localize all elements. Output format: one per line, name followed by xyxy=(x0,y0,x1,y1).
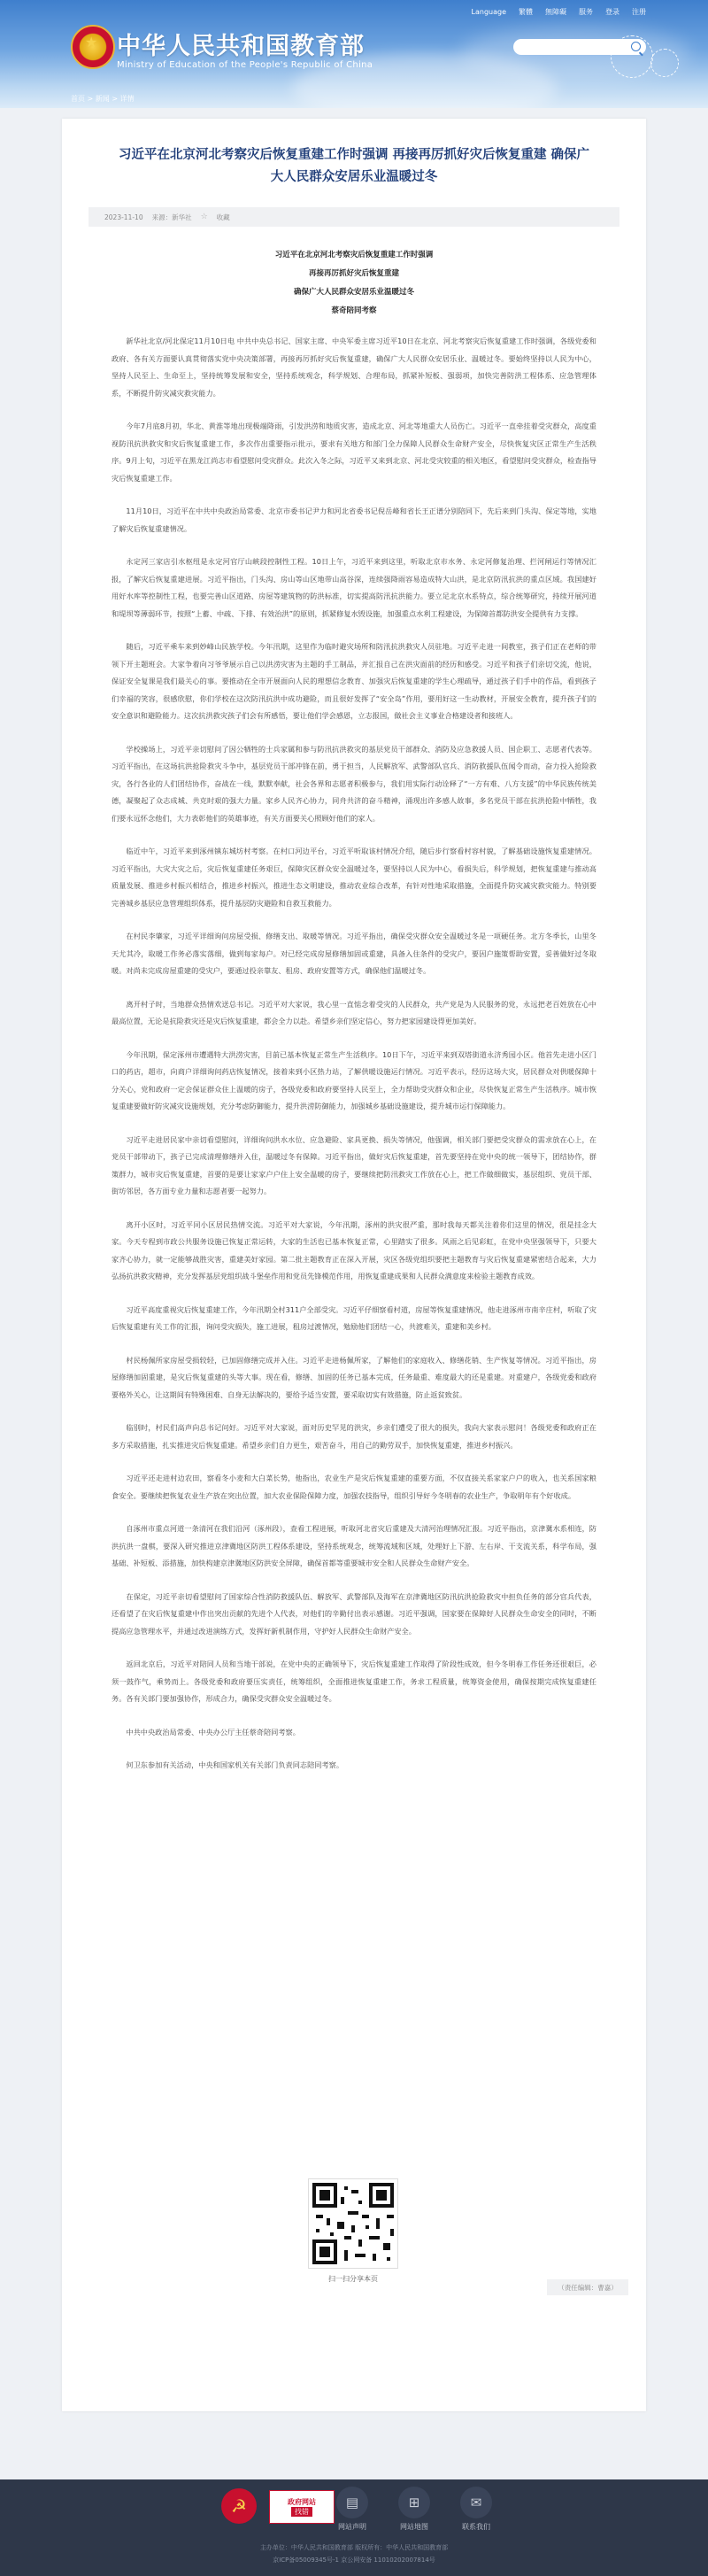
site-subtitle: Ministry of Education of the People's Republic of China xyxy=(117,60,373,70)
breadcrumb[interactable]: 首页 > 新闻 > 详情 xyxy=(71,95,135,103)
nav-language[interactable]: Language xyxy=(471,8,506,16)
contact-icon: ✉ xyxy=(460,2487,492,2518)
qr-code-graphic xyxy=(309,2179,397,2268)
article-meta-bar xyxy=(88,207,620,227)
top-nav xyxy=(472,7,646,17)
article-date: 2023-11-10 xyxy=(104,213,143,221)
gov-badge-line1: 政府网站 xyxy=(288,2498,316,2506)
article-paragraph: 何卫东参加有关活动，中央和国家机关有关部门负责同志陪同考察。 xyxy=(126,1760,344,1769)
article-paragraph: 习近平高度重视灾后恢复重建工作，今年汛期全村311户全部受灾。习近平仔细察看村道，房屋等恢复重建情况，他走进涿州市南辛庄村，听取了灾后恢复重建有关工作的汇报，询问受灾损失，施工进展，租房过渡情况，勉励他们团结一心，共渡难关，重建和美乡村。 xyxy=(112,1304,596,1331)
lead-line: 蔡奇陪同考察 xyxy=(331,306,377,315)
article-paragraph: 随后，习近平乘车来到妙峰山民族学校。今年汛期，这里作为临时避灾场所和防汛抗洪救灾人员驻地。习近平走进一间教室，孩子们正在老师的带领下开主题班会。大家争着向习爷爷展示自己以洪涝灾害为主题的手工制品，并汇报自己在洪灾面前的经历和感受。习近平和孩子们亲切交流，他说，保证安全复课是我们最关心的事。要推动在全市开展面向人民的理想信念教育、加强灾后恢复重建的学生心理疏导，通过孩子们手中的作品，看到孩子们幸福的笑容，很感欣慰，你们学校在这次防汛抗洪中成功避险，而且很好发挥了“安全岛”作用，要用好这一生动教材，开展安全教育，提升孩子们的安全意识和避险能力。这次抗洪救灾孩子们会有所感悟，要让他们学会感恩，立志报国，做社会主义事业合格建设者和接班人。 xyxy=(112,642,596,720)
nav-login[interactable]: 登录 xyxy=(605,8,620,16)
article-paragraph: 在村民李肇家，习近平详细询问房屋受损、修缮支出、取暖等情况。习近平指出，确保受灾群众安全温暖过冬是一项硬任务。北方冬季长，山里冬天尤其冷，取暖工作务必落实落细，做到每家每户。对已经完成房屋修缮加固或重建，具备入住条件的受灾户，要因户施策帮助安置，妥善做好过冬取暖。对尚未完成房屋重建的受灾户，要通过投亲靠友、租房、政府安置等方式，确保他们温暖过冬。 xyxy=(112,932,596,975)
qr-label: 扫一扫分享本页 xyxy=(328,2275,378,2283)
footer-link-label: 联系我们 xyxy=(462,2523,490,2531)
gov-badge-line2: 找错 xyxy=(291,2507,312,2517)
nav-accessibility[interactable]: 無障礙 xyxy=(545,8,566,16)
article-paragraph: 永定河三家店引水枢纽是永定河官厅山峡段控制性工程。10日上午，习近平来到这里，听取北京市水务、永定河修复治理、拦河闸运行等情况汇报，了解灾后恢复重建进展。习近平指出，门头沟、房山等山区地带山高谷深，连续强降雨容易造成特大山洪，是北京防汛抗洪的重点区域。我国建好用好水库等控制性工程，也要完善山区道路、房屋等建筑物的防洪标准，切实提高防汛抗洪能力。要立足北京水系特点，综合统筹研究，持续开展河道和堤坝等薄弱环节，按照“上蓄、中疏、下排、有效治洪”的原则，抓紧修复水毁设施，加强重点水利工程建设，为保障首都防洪安全提供有力支撑。 xyxy=(112,557,596,618)
lead-line: 习近平在北京河北考察灾后恢复重建工作时强调 xyxy=(274,251,434,259)
nav-service[interactable]: 服务 xyxy=(579,8,593,16)
article-paragraph: 临别时，村民们高声向总书记问好。习近平对大家说，面对历史罕见的洪灾，乡亲们遭受了很大的损失，我向大家表示慰问！各级党委和政府正在多方采取措施，扎实推进灾后恢复重建。希望乡亲们自力更生，艰苦奋斗，用自己的勤劳双手，加快恢复重建，推进乡村振兴。 xyxy=(112,1423,596,1450)
footer-link-statement[interactable] xyxy=(336,2487,368,2532)
article-source: 来源：新华社 xyxy=(151,213,192,221)
lead-line: 再接再厉抓好灾后恢复重建 xyxy=(308,269,399,278)
article-paragraph: 离开村子时，当地群众热情欢送总书记。习近平对大家说，我心里一直惦念着受灾的人民群众，共产党是为人民服务的党，永远把老百姓放在心中最高位置，无论是抗险救灾还是灾后恢复重建，都会全力以赴。希望乡亲们坚定信心，努力把家园建设得更加美好。 xyxy=(112,999,596,1025)
lead-line: 确保广大人民群众安居乐业温暖过冬 xyxy=(293,288,414,297)
nav-traditional[interactable]: 繁體 xyxy=(519,8,533,16)
bookmark-label[interactable]: 收藏 xyxy=(216,213,230,221)
article-paragraph: 习近平走进居民家中亲切看望慰问，详细询问洪水水位、应急避险、家具更换、损失等情况，他强调，相关部门要把受灾群众的需求放在心上，在党员干部带动下，孩子已完成清理修缮并入住，温暖过冬有保障。习近平指出，做好灾后恢复重建，首先要坚持在党中央的统一领导下，团结协作，群策群力，城市灾后恢复重建，首要的是要让家家户户住上安全温暖的房子，要继续把防汛救灾工作放在心上，把工作做细做实，基层组织、党员干部、街坊邻居，各方面专业力量和志愿者要一起努力。 xyxy=(112,1134,596,1195)
search-box xyxy=(513,39,646,55)
document-icon: ▤ xyxy=(336,2487,368,2518)
article-paragraph: 学校操场上，习近平亲切慰问了因公牺牲的士兵家属和参与防汛抗洪救灾的基层党员干部群众、消防及应急救援人员、国企职工、志愿者代表等。习近平指出，在这场抗洪抢险救灾斗争中，基层党员干部冲锋在前，勇于担当，人民解放军、武警部队官兵、消防救援队伍闻令而动，奋力投入抢险救灾，各行各业的人们团结协作，奋战在一线，默默奉献，社会各界和志愿者积极参与，我们用实际行动诠释了“一方有难、八方支援”的中华民族传统美德，凝聚起了众志成城、共克时艰的强大力量。家乡人民齐心协力，同舟共济的奋斗精神，涌现出许多感人故事，多名党员干部在抗洪抢险中牺牲，我们要永远怀念他们，大力表彰他们的英雄事迹，有关方面要关心照顾好他们的家人。 xyxy=(112,744,596,823)
article-paragraph: 在保定，习近平亲切看望慰问了国家综合性消防救援队伍、解放军、武警部队及海军在京津冀地区防汛抗洪抢险救灾中担负任务的部分官兵代表，还看望了在灾后恢复重建中作出突出贡献的先进个人代表，对他们的辛勤付出表示感谢。习近平强调，国家要在保障好人民群众生命安全的同时，不断提高应急管理水平，并通过改进演练方式，发挥好新机制作用，守护好人民群众生命财产安全。 xyxy=(112,1591,596,1636)
share-qr-block xyxy=(304,2178,402,2284)
gov-website-error-badge[interactable] xyxy=(269,2490,335,2524)
copyright-line: 京ICP备05009345号-1 京公网安备 11010202007814号 xyxy=(273,2557,435,2564)
article-title: 习近平在北京河北考察灾后恢复重建工作时强调 再接再厉抓好灾后恢复重建 确保广大人民群众安居乐业温暖过冬 xyxy=(118,147,590,184)
editor-credit: （责任编辑：曹嘉） xyxy=(547,2279,628,2295)
footer-link-label: 网站地图 xyxy=(400,2523,428,2531)
article-paragraph: 村民杨佩所家房屋受损较轻，已加固修缮完成并入住。习近平走进杨佩所家，了解他们的家庭收入、修缮花销、生产恢复等情况。习近平指出，房屋修缮加固重建，是灾后恢复重建的头等大事。现在看，修缮、加固的任务已基本完成，任务最重、难度最大的还是重建。对重建户，各级党委和政府要格外关心，让这期间有特殊困难、自身无法解决的，要给予适当安置，要采取切实有效措施，防止返贫致贫。 xyxy=(112,1355,596,1399)
article-paragraph: 今年汛期，保定涿州市遭遇特大洪涝灾害，目前已基本恢复正常生产生活秩序。10日下午，习近平来到双塔街道永济秀园小区。他首先走进小区门口的药店，超市，向商户详细询问药店恢复情况，接着来到小区热力站，了解供暖设施运行情况。习近平表示，经历这场大灾，居民群众对供暖保障十分关心，党和政府一定会保证群众住上温暖的房子，各级党委和政府要坚持人民至上，全力帮助受灾群众和企业，尽快恢复正常生产生活秩序。城市恢复重建要做好防灾减灾设施规划，充分考虑防御能力，提升洪涝防御能力，加强城乡基础设施建设，提升城市运行保障能力。 xyxy=(112,1049,596,1110)
footer-link-contact[interactable] xyxy=(460,2487,492,2532)
article-paragraph: 新华社北京/河北保定11月10日电 中共中央总书记、国家主席、中央军委主席习近平10日在北京、河北考察灾后恢复重建工作时强调，各级党委和政府、各有关方面要认真贯彻落实党中央决策部署，再接再厉抓好灾后恢复重建，确保广大人民群众安居乐业、温暖过冬。要始终坚持以人民为中心，坚持人民至上、生命至上，坚持统筹发展和安全，坚持系统观念，科学规划、合理布局，抓紧补短板、强弱项，加快完善防洪工程体系、应急管理体系，不断提升防灾减灾救灾能力。 xyxy=(112,337,596,398)
search-input[interactable] xyxy=(513,43,628,52)
article-paragraph: 返回北京后，习近平对陪同人员和当地干部说，在党中央的正确领导下，灾后恢复重建工作取得了阶段性成效，但今冬明春工作任务还很艰巨，必须一鼓作气，乘势而上。各级党委和政府要压实责任，统筹组织，全面推进恢复重建工作，务求工程质量，统筹资金使用，确保按期完成恢复重建任务。各有关部门要加强协作，形成合力，确保受灾群众安全温暖过冬。 xyxy=(112,1659,596,1703)
article-paragraph: 自涿州市重点河道一条清河在我们沿河（涿州段），查看工程进展，听取河北省灾后重建及大清河治理情况汇报。习近平指出，京津冀水系相连，防洪抗洪一盘棋，要深入研究推进京津冀地区防洪工程体系建设，坚持系统观念，统筹流域和区域，处理好上下游、左右岸、干支流关系，科学布局，强基础、补短板、添措施，加快构建京津冀地区防洪安全屏障，确保首都等重要城市安全和人民群众生命财产安全。 xyxy=(112,1524,596,1567)
sitemap-icon: ⊞ xyxy=(398,2487,430,2518)
site-header xyxy=(0,0,708,108)
article-paragraph: 今年7月底8月初，华北、黄淮等地出现极端降雨，引发洪涝和地质灾害，造成北京、河北等地重大人员伤亡。习近平一直牵挂着受灾群众，高度重视防汛抗洪救灾和灾后恢复重建工作，多次作出重要指示批示，要求有关地方和部门全力保障人民群众生命财产安全，尽快恢复灾区正常生产生活秩序。9月上旬，习近平在黑龙江尚志市看望慰问受灾群众。此次入冬之际，习近平又来到北京、河北受灾较重的相关地区，看望慰问受灾群众，检查指导灾后恢复重建工作。 xyxy=(112,422,596,483)
article-paragraph: 临近中午，习近平来到涿州镇东城坊村考察。在村口河边平台，习近平听取该村情况介绍，随后步行察看村容村貌，了解基础设施恢复重建情况。习近平指出，大灾大灾之后，灾后恢复重建任务艰巨，保障灾区群众安全温暖过冬，要坚持以人民为中心，看损失后，科学规划，把恢复重建与推动高质量发展、推进乡村振兴相结合，推进乡村振兴，推进生态文明建设，推动农业综合改革，有针对性地采取措施，全面提升防灾减灾救灾能力。特别要完善城乡基层应急管理组织体系，提升基层防灾避险和自救互救能力。 xyxy=(112,847,596,908)
article-lead xyxy=(112,246,596,321)
article-container xyxy=(62,119,646,2411)
nav-register[interactable]: 注册 xyxy=(632,8,646,16)
national-emblem-icon: ★ xyxy=(71,25,115,69)
copyright xyxy=(0,2541,708,2566)
dandelion-decoration xyxy=(650,49,679,77)
article-body xyxy=(112,246,596,1775)
article-paragraph: 习近平还走进村边农田，察看冬小麦和大白菜长势，他指出，农业生产是灾后恢复重建的重要方面，不仅直接关系家家户户的收入，也关系国家粮食安全。要继续把恢复农业生产放在突出位置，加大农业保险保障力度，加强农技指导，组织引导好今冬明春的农业生产，争取明年有个好收成。 xyxy=(112,1474,596,1500)
footer-link-label: 网站声明 xyxy=(338,2523,366,2531)
site-title[interactable]: 中华人民共和国教育部 xyxy=(117,33,365,60)
article-paragraph: 离开小区时，习近平同小区居民热情交流。习近平对大家说，今年汛期，涿州的洪灾很严重，那时我每天都关注着你们这里的情况，很是挂念大家。今天专程到市政公共服务设施已恢复正常运转，大家的生活也已基本恢复正常，心里踏实了很多。风雨之后见彩虹，在党中央坚强领导下，只要大家齐心协力，就一定能够战胜灾害，重建美好家园。第二批主题教育正在深入开展，灾区各级党组织要把主题教育与灾后恢复重建紧密结合起来，大力弘扬抗洪救灾精神，充分发挥基层党组织战斗堡垒作用和党员先锋模范作用，用恢复重建成果和人民群众满意度来检验主题教育成效。 xyxy=(112,1219,596,1280)
qr-code-icon[interactable] xyxy=(308,2178,398,2269)
copyright-line: 主办单位：中华人民共和国教育部 版权所有：中华人民共和国教育部 xyxy=(259,2544,449,2551)
bookmark-icon[interactable]: ☆ xyxy=(200,213,208,221)
search-icon[interactable] xyxy=(631,42,641,51)
article-paragraph: 11月10日，习近平在中共中央政治局常委、北京市委书记尹力和河北省委书记倪岳峰和省长王正谱分别陪同下，先后来到门头沟、保定等地，实地了解灾后恢复重建情况。 xyxy=(112,507,596,533)
article-paragraph: 中共中央政治局常委、中央办公厅主任蔡奇陪同考察。 xyxy=(126,1727,300,1737)
party-emblem-icon[interactable]: ☭ xyxy=(221,2488,257,2524)
footer-link-sitemap[interactable] xyxy=(398,2487,430,2532)
